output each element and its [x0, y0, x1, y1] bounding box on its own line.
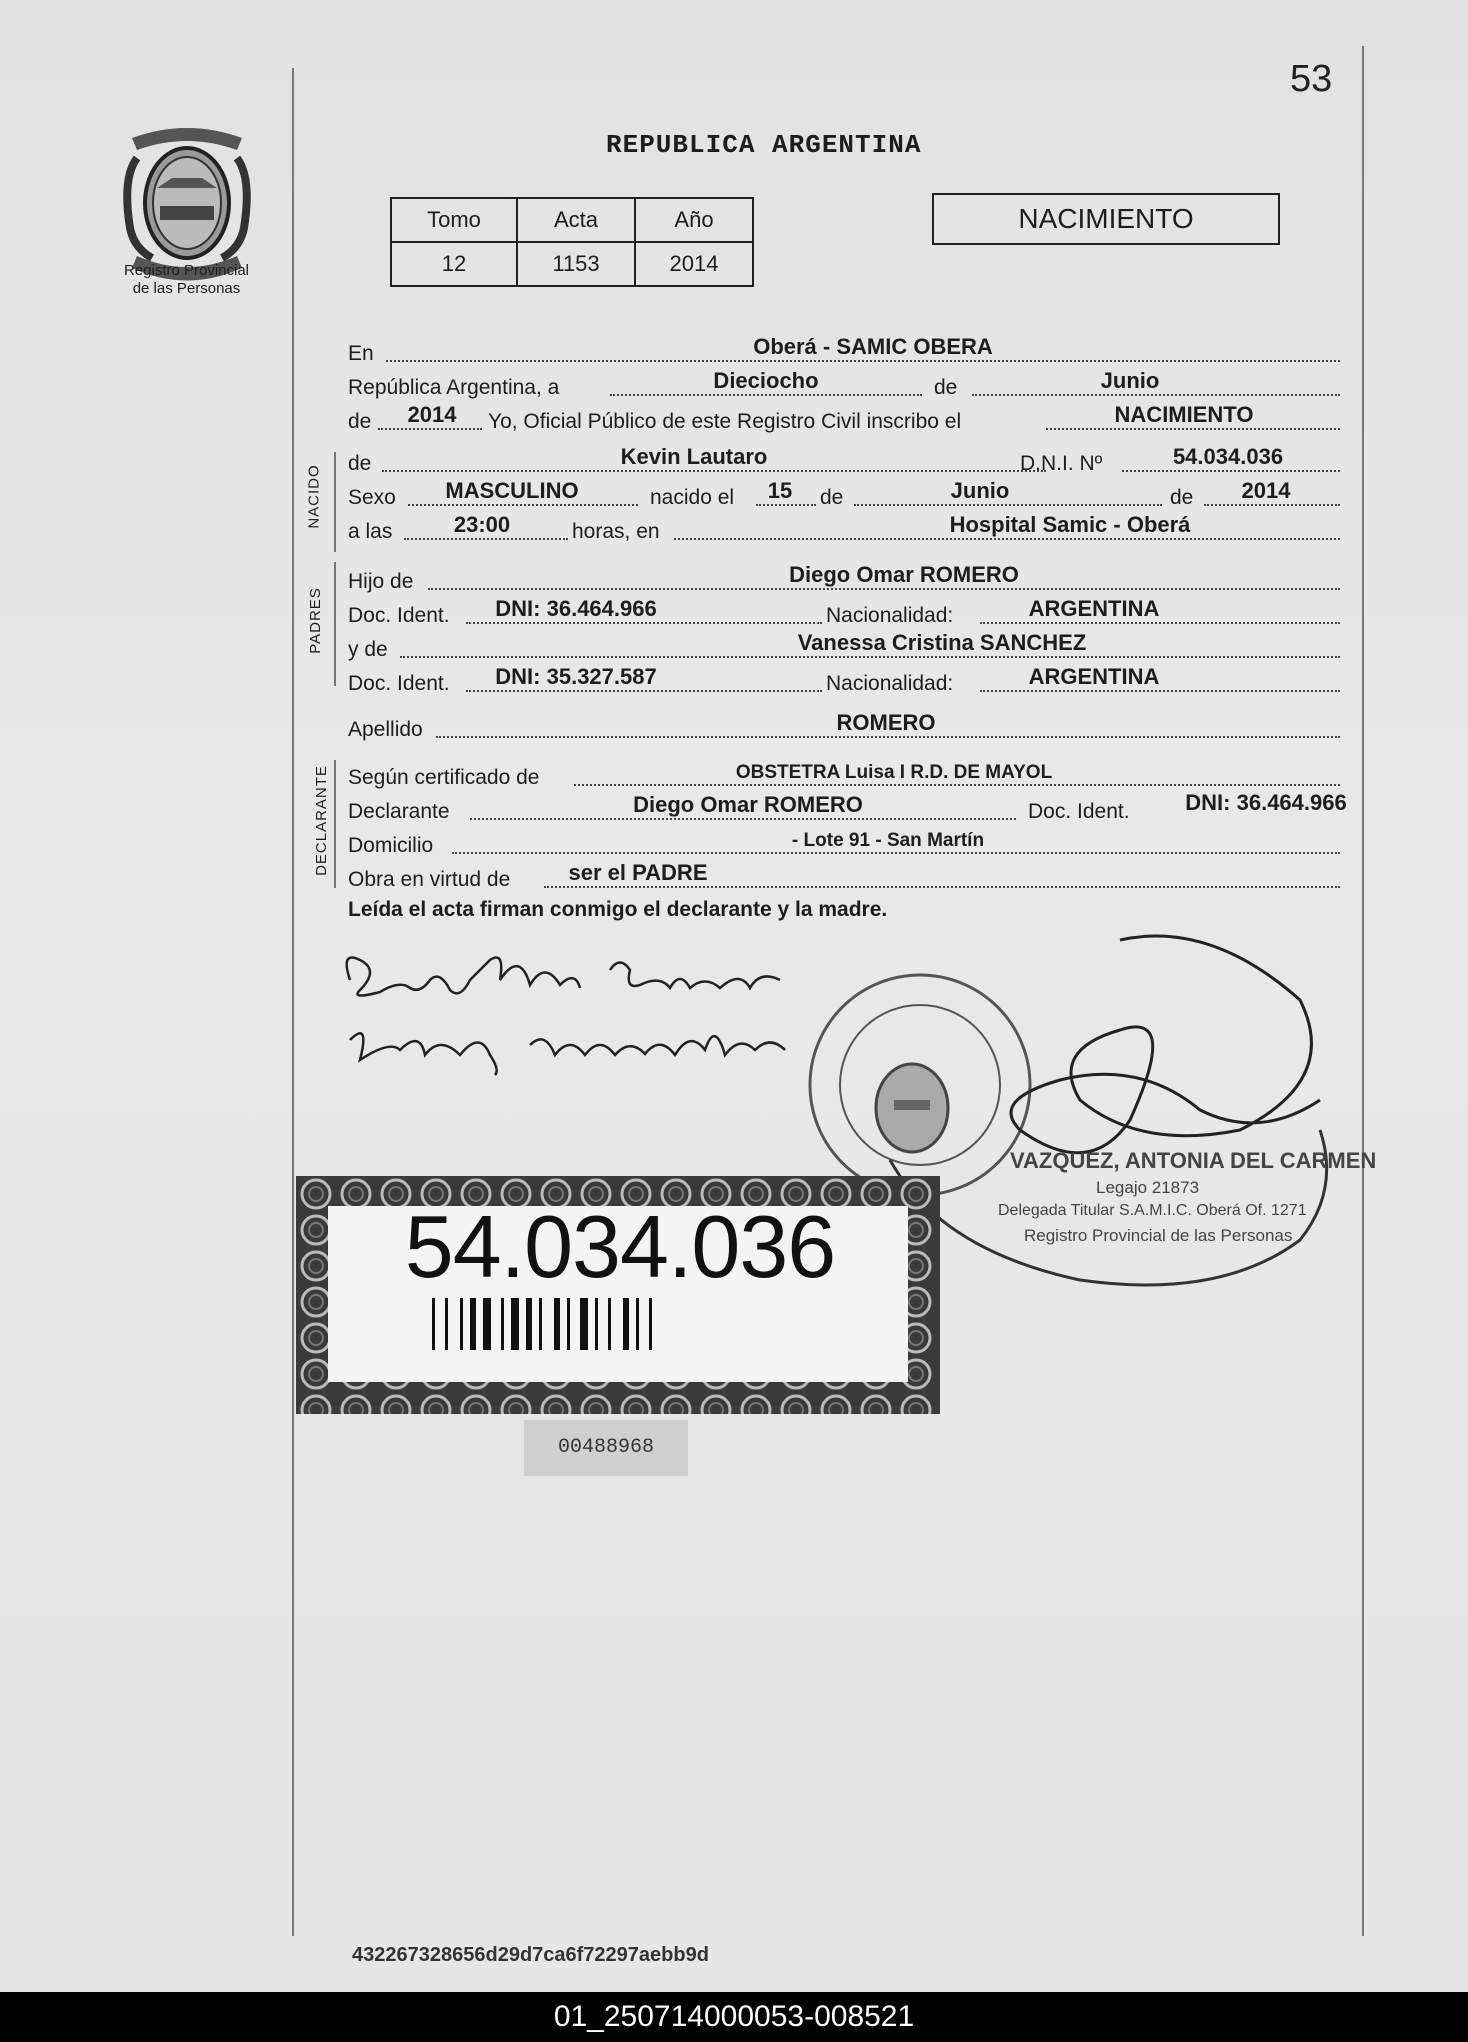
label-nacido-el: nacido el [650, 486, 735, 509]
nacido-section-bar [334, 452, 336, 552]
line-en [348, 334, 1340, 368]
registry-value-anio: 2014 [635, 242, 753, 286]
barcode-bar [649, 1298, 652, 1350]
value-mes: Junio [1100, 368, 1160, 393]
dni-sticker-number: 54.034.036 [404, 1197, 836, 1296]
registry-header-anio: Año [635, 198, 753, 242]
closing-statement: Leída el acta firman conmigo el declarante y la madre. [348, 898, 888, 921]
record-type-box: NACIMIENTO [932, 193, 1280, 245]
value-sexo: MASCULINO [445, 478, 579, 503]
label-horas-en: horas, en [572, 520, 660, 543]
value-acto: NACIMIENTO [1114, 402, 1254, 427]
label-de-nombre: de [348, 452, 372, 475]
value-domicilio: - Lote 91 - San Martín [791, 830, 985, 851]
value-padre-doc: DNI: 36.464.966 [495, 596, 657, 621]
stamp-official-name: VAZQUEZ, ANTONIA DEL CARMEN [1010, 1148, 1377, 1173]
value-dia-nac: 15 [767, 478, 793, 503]
line-padre [348, 562, 1340, 596]
line-madre [348, 630, 1340, 664]
line-fecha [348, 368, 1340, 402]
line-domicilio [348, 826, 1340, 860]
label-dni: D.N.I. Nº [1020, 452, 1103, 475]
label-madre-doc: Doc. Ident. [348, 672, 450, 695]
registry-table [390, 197, 754, 287]
barcode-bar [539, 1298, 542, 1350]
barcode-bar [501, 1298, 504, 1350]
barcode-bar [526, 1298, 532, 1350]
line-nombre [348, 444, 1340, 478]
side-label-declarante: DECLARANTE [312, 765, 330, 876]
label-de-anio: de [348, 410, 372, 433]
registry-value-row [391, 242, 753, 286]
page-number: 53 [1290, 58, 1333, 100]
barcode-bar [554, 1298, 560, 1350]
line-virtud [348, 860, 1340, 894]
label-domicilio: Domicilio [348, 834, 434, 857]
label-padre-doc: Doc. Ident. [348, 604, 450, 627]
document-title: REPUBLICA ARGENTINA [606, 130, 922, 160]
barcode-bar [608, 1298, 611, 1350]
label-a-las: a las [348, 520, 393, 543]
line-sexo [348, 478, 1340, 512]
value-madre: Vanessa Cristina SANCHEZ [797, 630, 1087, 655]
side-label-padres: PADRES [306, 587, 324, 654]
stamp-organismo: Registro Provincial de las Personas [1024, 1226, 1293, 1245]
left-margin-rule [292, 68, 294, 1936]
line-declarante [348, 790, 1347, 826]
barcode-bar [567, 1298, 570, 1350]
value-declarante: Diego Omar ROMERO [633, 792, 863, 817]
label-de-anio-nac: de [1170, 486, 1194, 509]
logo-caption-line1: Registro Provincial [123, 262, 250, 279]
value-padre: Diego Omar ROMERO [789, 562, 1019, 587]
line-hora [348, 512, 1340, 546]
label-y-de: y de [348, 638, 388, 661]
value-padre-nac: ARGENTINA [1028, 596, 1160, 621]
line-padre-doc [348, 596, 1340, 630]
value-apellido: ROMERO [836, 710, 936, 735]
barcode-bar [470, 1298, 476, 1350]
label-madre-nac: Nacionalidad: [826, 672, 954, 695]
side-label-nacido: NACIDO [305, 464, 323, 529]
barcode-bar [636, 1298, 639, 1350]
value-anio-nac: 2014 [1241, 478, 1291, 503]
dni-barcode [432, 1298, 822, 1350]
label-en: En [348, 342, 374, 365]
logo-caption-line2: de las Personas [132, 280, 241, 297]
value-lugar: Oberá - SAMIC OBERA [753, 334, 993, 359]
value-declarante-doc: DNI: 36.464.966 [1185, 790, 1347, 815]
value-anio: 2014 [407, 402, 457, 427]
stamp-legajo: Legajo 21873 [1096, 1178, 1200, 1197]
value-mes-nac: Junio [950, 478, 1010, 503]
line-inscribo [348, 402, 1340, 436]
barcode-bar [460, 1298, 463, 1350]
label-de-mes: de [934, 376, 958, 399]
label-declarante-doc: Doc. Ident. [1028, 800, 1130, 823]
value-lugar-nac: Hospital Samic - Oberá [949, 512, 1191, 537]
line-madre-doc [348, 664, 1340, 698]
label-hijo-de: Hijo de [348, 570, 414, 593]
barcode-bar [595, 1298, 598, 1350]
stamp-cargo: Delegada Titular S.A.M.I.C. Oberá Of. 1271 [998, 1202, 1307, 1219]
right-margin-rule [1362, 46, 1364, 1936]
barcode-bar [511, 1298, 519, 1350]
barcode-bar [483, 1298, 491, 1350]
label-obra: Obra en virtud de [348, 868, 511, 891]
document-hash: 432267328656d29d7ca6f72297aebb9d [352, 1944, 709, 1966]
value-madre-doc: DNI: 35.327.587 [495, 664, 657, 689]
line-certificado [348, 758, 1340, 792]
serial-number: 00488968 [524, 1420, 688, 1476]
value-nombre: Kevin Lautaro [620, 444, 768, 469]
value-madre-nac: ARGENTINA [1028, 664, 1160, 689]
label-de-mes-nac: de [820, 486, 844, 509]
value-virtud: ser el PADRE [568, 860, 708, 885]
label-republica: República Argentina, a [348, 376, 560, 399]
barcode-bar [623, 1298, 629, 1350]
value-dni: 54.034.036 [1172, 444, 1284, 469]
barcode-bar [445, 1298, 448, 1350]
label-declarante: Declarante [348, 800, 450, 823]
scan-footer: 01_250714000053-008521 [0, 1992, 1468, 2042]
registry-header-tomo: Tomo [391, 198, 517, 242]
label-segun: Según certificado de [348, 766, 540, 789]
value-hora: 23:00 [453, 512, 511, 537]
registry-value-tomo: 12 [391, 242, 517, 286]
label-apellido: Apellido [348, 718, 423, 741]
registry-header-acta: Acta [517, 198, 635, 242]
label-padre-nac: Nacionalidad: [826, 604, 954, 627]
label-sexo: Sexo [348, 486, 396, 509]
barcode-bar [432, 1298, 435, 1350]
line-apellido [348, 710, 1340, 744]
padres-section-bar [334, 562, 336, 686]
registry-value-acta: 1153 [517, 242, 635, 286]
barcode-bar [580, 1298, 588, 1350]
declarante-section-bar [334, 760, 336, 888]
logo-caption [104, 262, 269, 298]
value-certificado: OBSTETRA Luisa I R.D. DE MAYOL [735, 762, 1053, 783]
value-dia-letras: Dieciocho [713, 368, 819, 393]
label-inscribo: Yo, Oficial Público de este Registro Civil inscribo el [488, 410, 962, 433]
registry-header-row [391, 198, 753, 242]
father-signature [330, 930, 850, 1080]
